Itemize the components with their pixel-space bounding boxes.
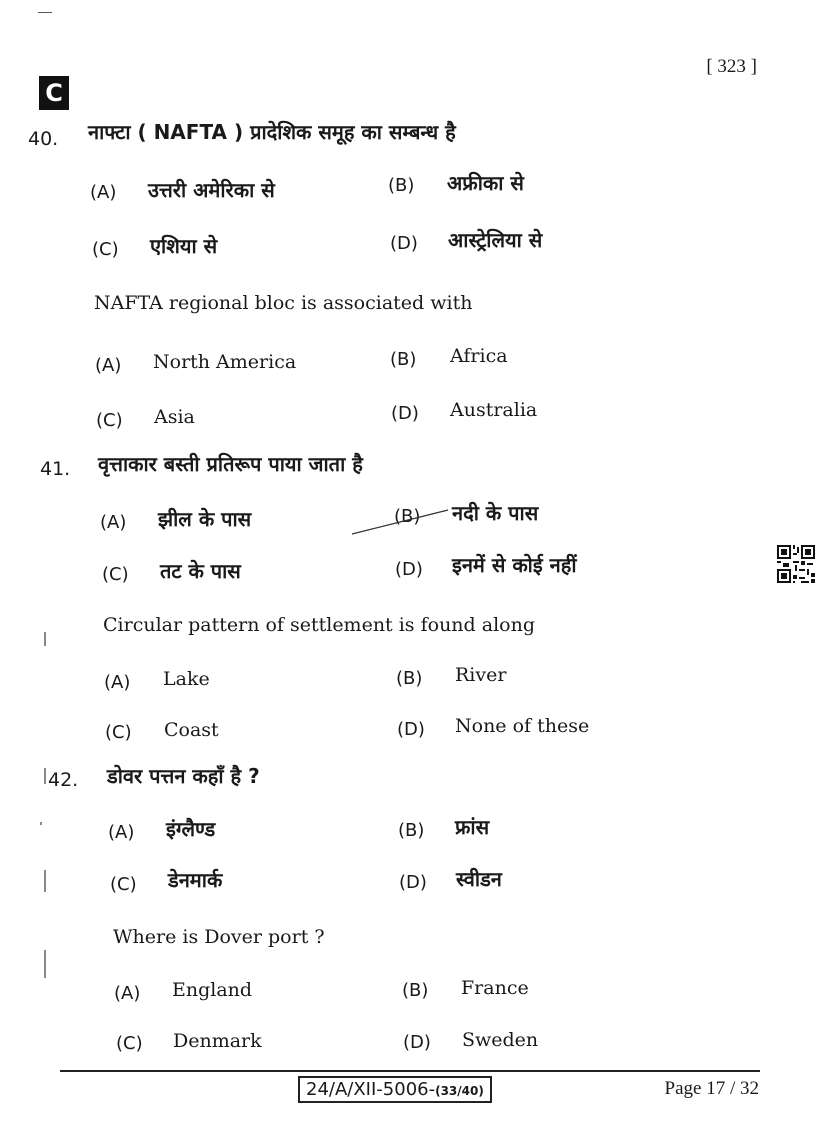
- margin-mark: [44, 950, 46, 978]
- option-label: (A): [114, 983, 141, 1004]
- question-number: 40.: [28, 128, 59, 150]
- option-label: (C): [96, 410, 123, 431]
- option-text: Sweden: [462, 1029, 539, 1051]
- qr-code-icon: [777, 545, 815, 583]
- question-text-english: Where is Dover port ?: [113, 926, 325, 948]
- option-label: (D): [399, 872, 427, 893]
- strike-through-mark: [348, 500, 458, 540]
- question-text-hindi: डोवर पत्तन कहाँ है ?: [107, 764, 260, 788]
- option-label: (A): [95, 355, 122, 376]
- option-label: (C): [102, 564, 129, 585]
- paper-code: [ 323 ]: [706, 56, 757, 77]
- option-text: Asia: [154, 406, 195, 428]
- option-text: North America: [153, 351, 297, 373]
- option-text: एशिया से: [150, 234, 218, 258]
- page-number: Page 17 / 32: [664, 1078, 759, 1099]
- option-text: स्वीडन: [456, 867, 502, 891]
- option-label: (D): [403, 1032, 431, 1053]
- option-text: River: [455, 664, 507, 686]
- option-label: (B): [396, 668, 423, 689]
- option-label: (C): [116, 1033, 143, 1054]
- option-label: (A): [108, 822, 135, 843]
- top-margin-mark: [38, 12, 52, 13]
- option-label: (A): [90, 182, 117, 203]
- margin-mark: [40, 822, 42, 825]
- option-label: (C): [110, 874, 137, 895]
- option-text: तट के पास: [160, 559, 241, 583]
- option-label: (B): [402, 980, 429, 1001]
- option-text: France: [461, 977, 529, 999]
- margin-mark: [44, 870, 46, 892]
- option-text: Coast: [164, 719, 219, 741]
- paper-serial-suffix: (33/40): [435, 1084, 484, 1098]
- option-text: फ्रांस: [455, 815, 490, 839]
- option-text: डेनमार्क: [168, 868, 223, 892]
- option-text: इंग्लैण्ड: [166, 817, 216, 841]
- paper-serial-main: 24/A/XII-5006-: [306, 1079, 436, 1100]
- option-label: (C): [105, 722, 132, 743]
- option-label: (A): [104, 672, 131, 693]
- question-number: 41.: [40, 458, 71, 480]
- question-text-hindi: वृत्ताकार बस्ती प्रतिरूप पाया जाता है: [98, 452, 363, 476]
- margin-mark: [44, 632, 46, 646]
- option-text: झील के पास: [158, 507, 252, 531]
- set-letter-badge: C: [39, 76, 69, 110]
- option-label: (D): [395, 559, 423, 580]
- option-text: Africa: [450, 345, 508, 367]
- option-text: इनमें से कोई नहीं: [452, 553, 577, 577]
- option-label: (A): [100, 512, 127, 533]
- option-label: (D): [397, 719, 425, 740]
- option-label: (D): [391, 403, 419, 424]
- option-label: (C): [92, 239, 119, 260]
- option-label: (B): [394, 506, 421, 527]
- paper-serial-code: [298, 1076, 492, 1103]
- option-text: Denmark: [173, 1030, 262, 1052]
- option-text: Australia: [450, 399, 538, 421]
- question-text-english: NAFTA regional bloc is associated with: [94, 292, 473, 314]
- option-label: (B): [398, 820, 425, 841]
- option-text: आस्ट्रेलिया से: [448, 228, 543, 252]
- option-label: (B): [388, 175, 415, 196]
- option-text: उत्तरी अमेरिका से: [148, 178, 275, 202]
- option-label: (D): [390, 233, 418, 254]
- margin-mark: [44, 768, 46, 784]
- option-text: None of these: [455, 715, 590, 737]
- question-text-hindi: नाफ्टा ( NAFTA ) प्रादेशिक समूह का सम्बन्ध है: [88, 120, 456, 144]
- footer-rule: [60, 1070, 760, 1072]
- question-number: 42.: [48, 769, 79, 791]
- option-text: England: [172, 979, 253, 1001]
- option-text: Lake: [163, 668, 210, 690]
- option-text: नदी के पास: [452, 501, 539, 525]
- question-text-english: Circular pattern of settlement is found along: [103, 614, 535, 636]
- option-label: (B): [390, 349, 417, 370]
- option-text: अफ्रीका से: [447, 171, 524, 195]
